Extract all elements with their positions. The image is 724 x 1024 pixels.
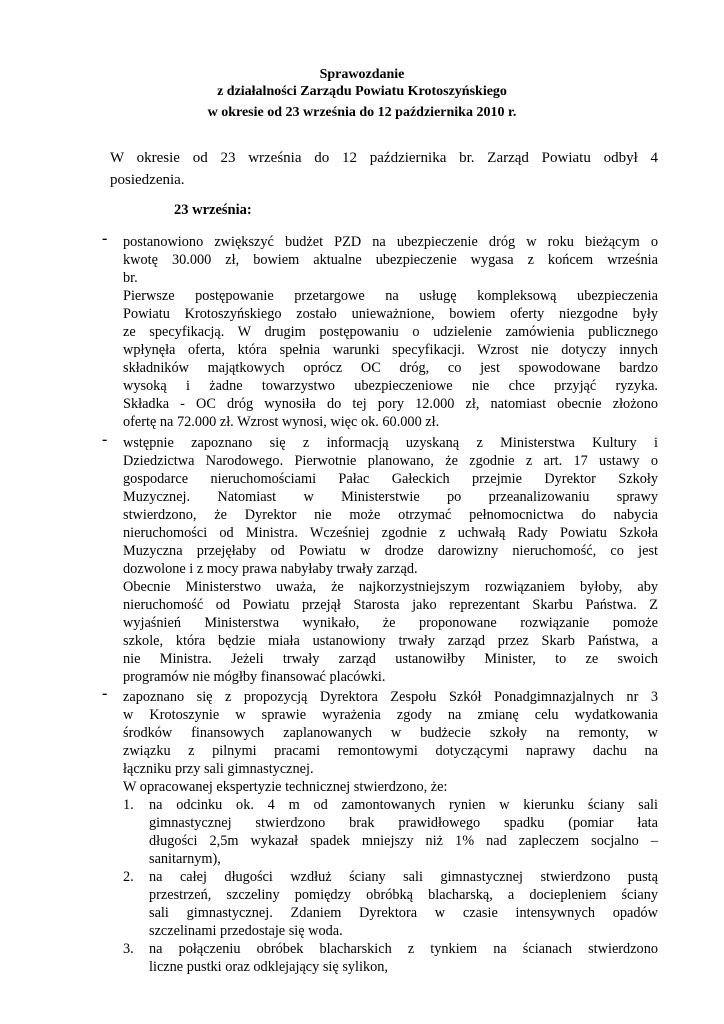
numbered-item-line: sali gimnastycznej. Zdaniem Dyrektora w czasie intensywnych opadów	[149, 905, 658, 921]
bullet-dash-1: -	[102, 230, 108, 247]
numbered-item-line: liczne pustki oraz odklejający się sylikon,	[149, 959, 389, 975]
item-3-line: związku z pilnymi pracami remontowymi dotyczącymi naprawy dachu na	[123, 743, 658, 759]
numbered-item-1	[123, 796, 658, 868]
title-line-3: w okresie od 23 września do 12 października 2010 r.	[207, 105, 517, 120]
item-1-line: postanowiono zwiększyć budżet PZD na ubezpieczenie dróg w roku bieżącym o	[123, 234, 658, 250]
item-2-line: nieruchomość od Powiatu przejął Starosta jako reprezentant Skarbu Państwa. Z	[123, 597, 658, 613]
item-3-line: W opracowanej ekspertyzie technicznej stwierdzono, że:	[123, 779, 448, 795]
numbered-item-line: długości 2,5m wykazał spadek mniejszy niż 1% nad zapleczem socjalno –	[149, 833, 658, 849]
item-1-text	[123, 233, 658, 431]
item-1-line: ze specyfikacją. W drugim postępowaniu o udzielenie zamówienia publicznego	[123, 324, 658, 340]
numbered-item-line: na odcinku ok. 4 m od zamontowanych rynien w kierunku ściany sali	[149, 797, 658, 813]
numbered-item-2	[123, 868, 658, 940]
item-2-line: dozwolone i z mocy prawa nabyłaby trwały zarząd.	[123, 561, 418, 577]
item-2-line: stwierdzono, że Dyrektor nie może otrzymać pełnomocnictwa do nabycia	[123, 507, 658, 523]
item-1-line: Pierwsze postępowanie przetargowe na usługę kompleksową ubezpieczenia	[123, 288, 658, 304]
item-2-line: wstępnie zapoznano się z informacją uzyskaną z Ministerstwa Kultury i	[123, 435, 658, 451]
numbered-item-line: przestrzeń, szczeliny pomiędzy obróbką blacharską, a dociepleniem ściany	[149, 887, 658, 903]
numbered-item-line: sanitarnym),	[149, 851, 221, 867]
title-line-2: z działalności Zarządu Powiatu Krotoszyńskiego	[217, 84, 507, 99]
numbered-item-3	[123, 940, 658, 976]
item-1-line: br.	[123, 270, 138, 286]
item-3-line: w Krotoszynie w sprawie wyrażenia zgody na zmianę celu wydatkowania	[123, 707, 658, 723]
item-2-line: programów nie mógłby finansować placówki.	[123, 669, 386, 685]
numbered-item-line: szczelinami przedostaje się woda.	[149, 923, 343, 939]
item-2-line: Muzyczna przejęłaby od Powiatu w drodze darowizny nieruchomość, co jest	[123, 543, 658, 559]
intro-line-1: W okresie od 23 września do 12 października br. Zarząd Powiatu odbył 4	[110, 150, 658, 166]
numbered-item-line: na całej długości wzdłuż ściany sali gimnastycznej stwierdzono pustą	[149, 869, 658, 885]
item-2-text	[123, 434, 658, 686]
item-2-line: szkole, która będzie miała ustanowiony trwały zarząd przez Skarb Państwa, a	[123, 633, 658, 649]
item-2-line: nieruchomości od Ministra. Wcześniej zgodnie z uchwałą Rady Powiatu Szkoła	[123, 525, 658, 541]
item-3-line: zapoznano się z propozycją Dyrektora Zespołu Szkół Ponadgimnazjalnych nr 3	[123, 689, 658, 705]
item-1-line: Składka - OC dróg wynosiła do tej pory 12.000 zł, natomiast obecnie złożono	[123, 396, 658, 412]
item-3-line: łączniku przy sali gimnastycznej.	[123, 761, 314, 777]
item-1-line: składników majątkowych oprócz OC dróg, co jest spowodowane bardzo	[123, 360, 658, 376]
item-1-line: ofertę na 72.000 zł. Wzrost wynosi, więc ok. 60.000 zł.	[123, 414, 440, 430]
numbered-item-number: 3.	[123, 941, 134, 957]
item-1-line: Powiatu Krotoszyńskiego zostało unieważnione, bowiem oferty niezgodne były	[123, 306, 658, 322]
item-2-line: gospodarce nieruchomościami Pałac Gałeckich przejmie Dyrektor Szkoły	[123, 471, 658, 487]
item-1-line: kwotę 30.000 zł, bowiem aktualne ubezpieczenie wygasa z końcem września	[123, 252, 658, 268]
numbered-item-number: 2.	[123, 869, 134, 885]
bullet-dash-2: -	[102, 431, 108, 448]
date-heading: 23 września:	[174, 202, 252, 218]
intro-line-2: posiedzenia.	[110, 172, 185, 188]
item-3-text	[123, 688, 658, 796]
item-2-line: wyjaśnień Ministerstwa wynikało, że proponowane rozwiązanie pomoże	[123, 615, 658, 631]
item-2-line: Muzycznej. Natomiast w Ministerstwie po przeanalizowaniu sprawy	[123, 489, 658, 505]
numbered-item-line: gimnastycznej stwierdzono brak prawidłowego spadku (pomiar łata	[149, 815, 658, 831]
item-2-line: Dziedzictwa Narodowego. Pierwotnie planowano, że zgodnie z art. 17 ustawy o	[123, 453, 658, 469]
bullet-dash-3: -	[102, 685, 108, 702]
item-1-line: wysoką i żadne towarzystwo ubezpieczeniowe nie chce przyjąć ryzyka.	[123, 378, 658, 394]
item-3-line: środków finansowych zaplanowanych w budżecie szkoły na remonty, w	[123, 725, 658, 741]
item-2-line: nie Ministra. Jeżeli trwały zarząd ustanowiłby Minister, to ze swoich	[123, 651, 658, 667]
numbered-item-line: na połączeniu obróbek blacharskich z tynkiem na ścianach stwierdzono	[149, 941, 658, 957]
numbered-item-number: 1.	[123, 797, 134, 813]
title-line-1: Sprawozdanie	[319, 67, 405, 82]
item-1-line: wpłynęła oferta, która spełnia warunki specyfikacji. Wzrost nie dotyczy innych	[123, 342, 658, 358]
item-2-line: Obecnie Ministerstwo uważa, że najkorzystniejszym rozwiązaniem byłoby, aby	[123, 579, 658, 595]
